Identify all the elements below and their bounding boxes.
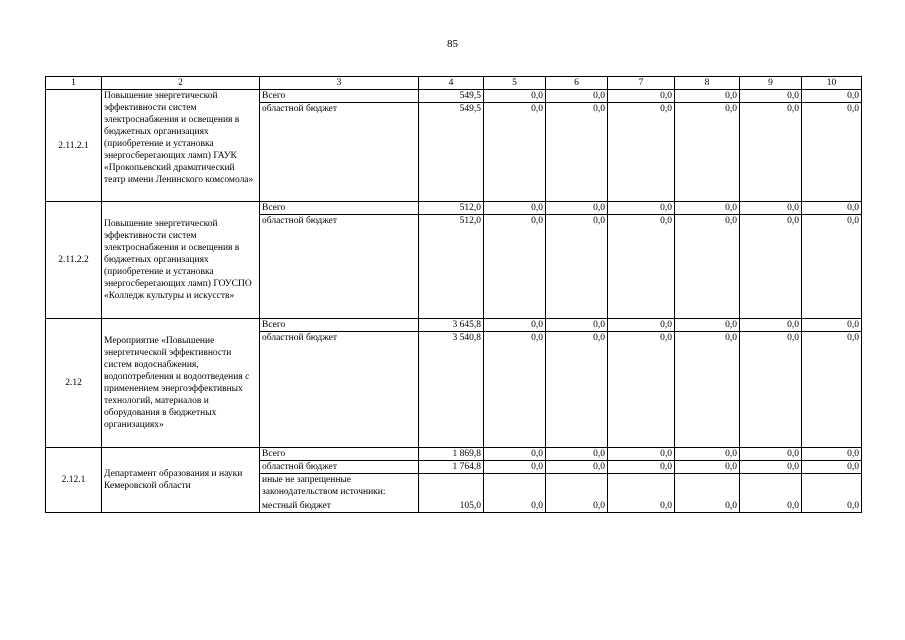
- value-cell: 0,0: [802, 448, 862, 461]
- value-cell: 0,0: [802, 202, 862, 215]
- value-cell: [419, 474, 484, 499]
- header-cell: 4: [419, 77, 484, 90]
- value-cell: 0,0: [740, 90, 802, 103]
- value-cell: 0,0: [608, 202, 675, 215]
- value-cell: 0,0: [546, 202, 608, 215]
- value-cell: 0,0: [802, 103, 862, 202]
- value-cell: 0,0: [740, 215, 802, 319]
- value-cell: 0,0: [675, 103, 740, 202]
- value-cell: 0,0: [740, 103, 802, 202]
- value-cell: 0,0: [675, 461, 740, 474]
- value-cell: 0,0: [484, 319, 546, 332]
- value-cell: [740, 474, 802, 499]
- value-cell: 0,0: [802, 461, 862, 474]
- item-code: 2.12.1: [46, 448, 102, 513]
- value-cell: 0,0: [740, 461, 802, 474]
- funding-source: Всего: [260, 202, 419, 215]
- budget-table: [45, 76, 862, 513]
- header-cell: 6: [546, 77, 608, 90]
- funding-source: областной бюджет: [260, 215, 419, 319]
- item-code: 2.11.2.1: [46, 90, 102, 202]
- funding-source: Всего: [260, 319, 419, 332]
- table-row: [46, 448, 862, 461]
- value-cell: 0,0: [608, 319, 675, 332]
- value-cell: 0,0: [675, 498, 740, 512]
- value-cell: 0,0: [608, 215, 675, 319]
- value-cell: 0,0: [802, 215, 862, 319]
- table-row: [46, 202, 862, 215]
- value-cell: 512,0: [419, 202, 484, 215]
- value-cell: 0,0: [484, 103, 546, 202]
- value-cell: [675, 474, 740, 499]
- value-cell: [484, 474, 546, 499]
- funding-source: областной бюджет: [260, 461, 419, 474]
- header-cell: 9: [740, 77, 802, 90]
- value-cell: 0,0: [802, 332, 862, 448]
- value-cell: 0,0: [675, 448, 740, 461]
- value-cell: 0,0: [546, 461, 608, 474]
- header-cell: 1: [46, 77, 102, 90]
- header-cell: 7: [608, 77, 675, 90]
- value-cell: 0,0: [484, 448, 546, 461]
- table-row: [46, 319, 862, 332]
- funding-source: иные не запрещенные законодательством источники:: [260, 474, 419, 499]
- page-number: 85: [447, 38, 458, 50]
- value-cell: 0,0: [546, 332, 608, 448]
- header-cell: 2: [102, 77, 260, 90]
- value-cell: 0,0: [484, 215, 546, 319]
- value-cell: 0,0: [546, 448, 608, 461]
- item-description: Повышение энергетической эффективности систем электроснабжения и освещения в бюджетных организациях (приобретение и установка энергосберегающих ламп) ГОУСПО «Колледж культуры и искусств»: [102, 202, 260, 319]
- value-cell: 0,0: [546, 215, 608, 319]
- value-cell: 0,0: [675, 332, 740, 448]
- value-cell: 0,0: [608, 90, 675, 103]
- value-cell: 0,0: [484, 461, 546, 474]
- funding-source: Всего: [260, 90, 419, 103]
- table-row: [46, 90, 862, 103]
- value-cell: 0,0: [608, 103, 675, 202]
- funding-source: областной бюджет: [260, 103, 419, 202]
- value-cell: 1 764,8: [419, 461, 484, 474]
- value-cell: 0,0: [802, 498, 862, 512]
- value-cell: 0,0: [484, 90, 546, 103]
- value-cell: 0,0: [675, 319, 740, 332]
- value-cell: [608, 474, 675, 499]
- value-cell: 0,0: [608, 448, 675, 461]
- value-cell: 0,0: [740, 448, 802, 461]
- value-cell: 512,0: [419, 215, 484, 319]
- value-cell: [546, 474, 608, 499]
- value-cell: 0,0: [740, 332, 802, 448]
- value-cell: 1 869,8: [419, 448, 484, 461]
- value-cell: 549,5: [419, 90, 484, 103]
- value-cell: 0,0: [484, 202, 546, 215]
- value-cell: 0,0: [740, 319, 802, 332]
- value-cell: [802, 474, 862, 499]
- value-cell: 0,0: [675, 202, 740, 215]
- header-row: [46, 77, 862, 90]
- value-cell: 0,0: [740, 498, 802, 512]
- item-code: 2.12: [46, 319, 102, 448]
- value-cell: 105,0: [419, 498, 484, 512]
- item-description: Департамент образования и науки Кемеровской области: [102, 448, 260, 513]
- value-cell: 3 540,8: [419, 332, 484, 448]
- value-cell: 0,0: [802, 90, 862, 103]
- value-cell: 0,0: [484, 498, 546, 512]
- item-description: Повышение энергетической эффективности систем электроснабжения и освещения в бюджетных организациях (приобретение и установка энергосберегающих ламп) ГАУК «Прокопьевский драматический театр имени Ленинского комсомола»: [102, 90, 260, 202]
- value-cell: 0,0: [546, 90, 608, 103]
- value-cell: 0,0: [546, 319, 608, 332]
- header-cell: 3: [260, 77, 419, 90]
- value-cell: 549,5: [419, 103, 484, 202]
- item-description: Мероприятие «Повышение энергетической эффективности систем водоснабжения, водопотребления и водоотведения с применением энергоэффективных технологий, материалов и оборудования в бюджетных организациях»: [102, 319, 260, 448]
- item-code: 2.11.2.2: [46, 202, 102, 319]
- value-cell: 0,0: [546, 103, 608, 202]
- value-cell: 0,0: [675, 90, 740, 103]
- value-cell: 3 645,8: [419, 319, 484, 332]
- funding-source: областной бюджет: [260, 332, 419, 448]
- funding-source: Всего: [260, 448, 419, 461]
- header-cell: 8: [675, 77, 740, 90]
- value-cell: 0,0: [608, 498, 675, 512]
- funding-source: местный бюджет: [260, 498, 419, 512]
- value-cell: 0,0: [675, 215, 740, 319]
- header-cell: 5: [484, 77, 546, 90]
- header-cell: 10: [802, 77, 862, 90]
- value-cell: 0,0: [802, 319, 862, 332]
- value-cell: 0,0: [608, 332, 675, 448]
- value-cell: 0,0: [546, 498, 608, 512]
- value-cell: 0,0: [608, 461, 675, 474]
- value-cell: 0,0: [740, 202, 802, 215]
- value-cell: 0,0: [484, 332, 546, 448]
